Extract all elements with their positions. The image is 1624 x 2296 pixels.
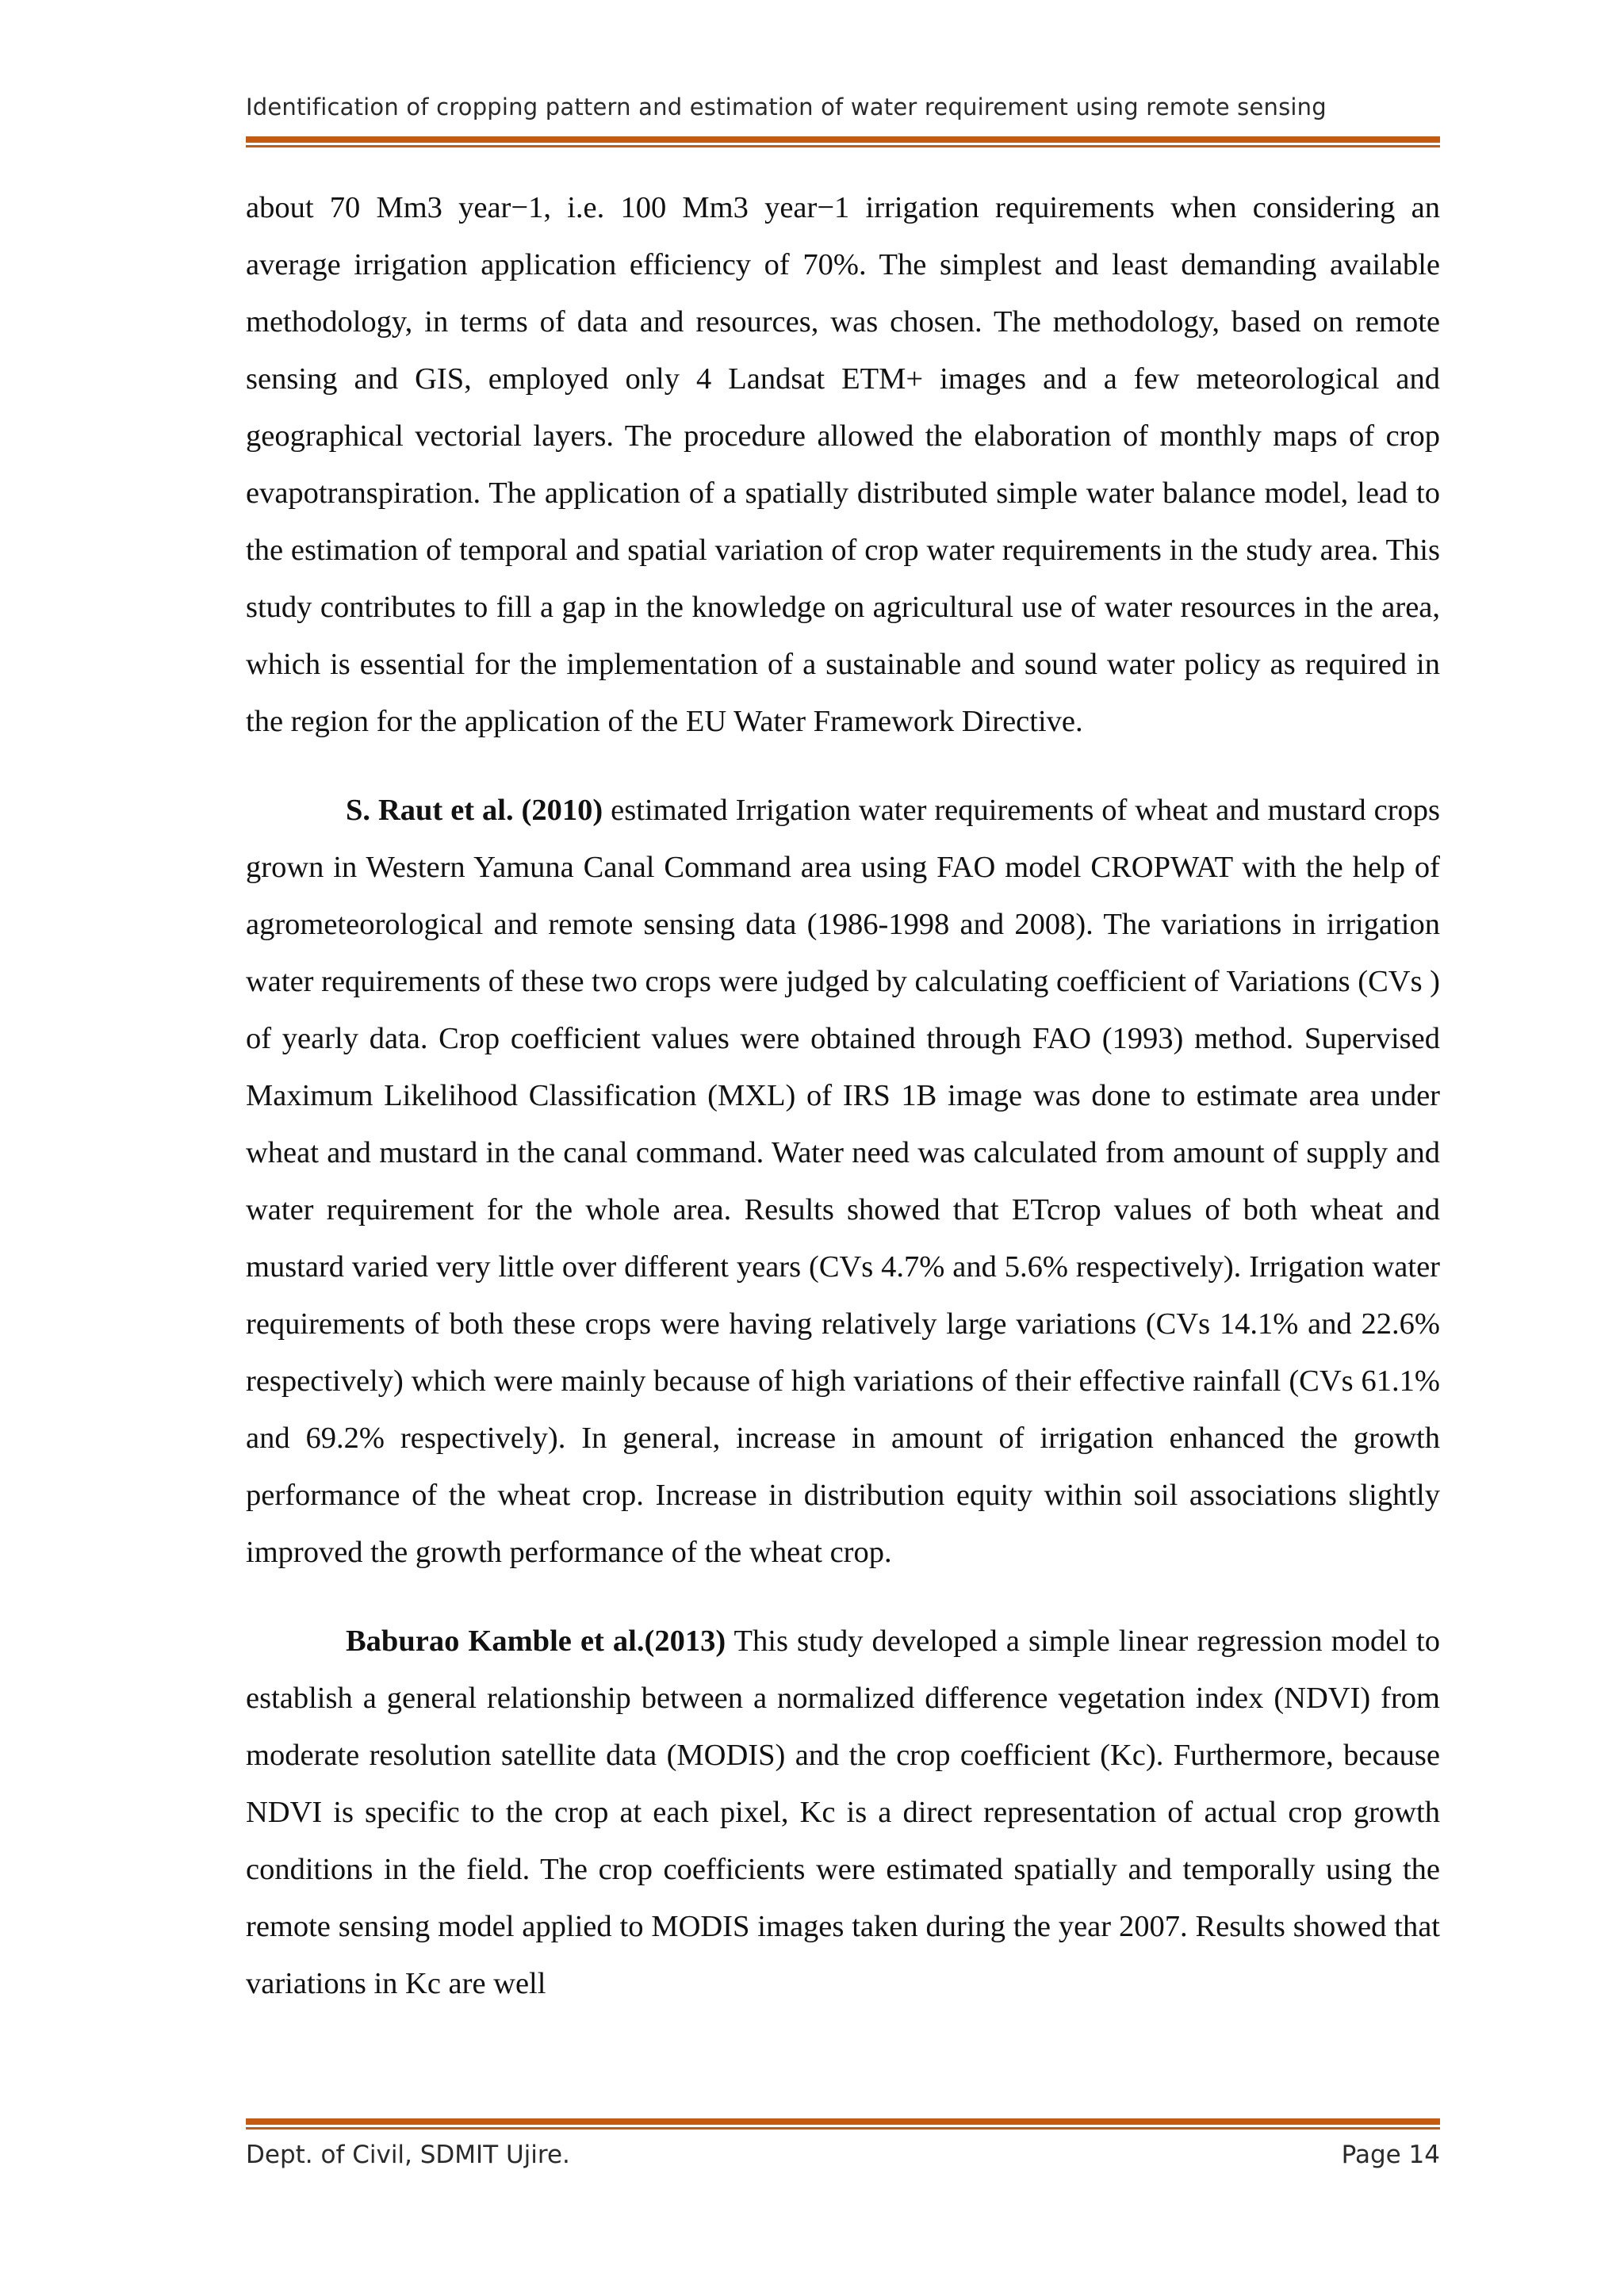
page-footer [246, 2141, 1440, 2169]
paragraph-kamble [246, 1613, 1440, 2012]
paragraph-raut [246, 782, 1440, 1581]
paragraph-text: This study developed a simple linear regression model to establish a general relationship between a normalized difference vegetation index (NDVI) from moderate resolution satellite data (MODIS) and the crop coefficient (Kc). Furthermore, because NDVI is specific to the crop at each pixel, Kc is a direct representation of actual crop growth conditions in the field. The crop coefficients were estimated spatially and temporally using the remote sensing model applied to MODIS images taken during the year 2007. Results showed that variations in Kc are well [246, 1624, 1440, 2000]
footer-rule [246, 2118, 1440, 2130]
footer-rule-thin [246, 2127, 1440, 2130]
paragraph-text: about 70 Mm3 year−1, i.e. 100 Mm3 year−1 irrigation requirements when considering an average irrigation application efficiency of 70%. The simplest and least demanding available methodology, in terms of data and resources, was chosen. The methodology, based on remote sensing and GIS, employed only 4 Landsat ETM+ images and a few meteorological and geographical vectorial layers. The procedure allowed the elaboration of monthly maps of crop evapotranspiration. The application of a spatially distributed simple water balance model, lead to the estimation of temporal and spatial variation of crop water requirements in the study area. This study contributes to fill a gap in the knowledge on agricultural use of water resources in the area, which is essential for the implementation of a sustainable and sound water policy as required in the region for the application of the EU Water Framework Directive. [246, 191, 1440, 738]
header-rule-thick [246, 136, 1440, 143]
header-rule-thin [246, 145, 1440, 147]
citation-lead: Baburao Kamble et al.(2013) [346, 1624, 726, 1658]
body-text [246, 179, 1440, 2012]
citation-lead: S. Raut et al. (2010) [346, 794, 603, 827]
footer-rule-thick [246, 2118, 1440, 2125]
paragraph-continuation [246, 179, 1440, 750]
paragraph-text: estimated Irrigation water requirements of wheat and mustard crops grown in Western Yamuna Canal Command area using FAO model CROPWAT with the help of agrometeorological and remote sensing data (1986-1998 and 2008). The variations in irrigation water requirements of these two crops were judged by calculating coefficient of Variations (CVs ) of yearly data. Crop coefficient values were obtained through FAO (1993) method. Supervised Maximum Likelihood Classification (MXL) of IRS 1B image was done to estimate area under wheat and mustard in the canal command. Water need was calculated from amount of supply and water requirement for the whole area. Results showed that ETcrop values of both wheat and mustard varied very little over different years (CVs 4.7% and 5.6% respectively). Irrigation water requirements of both these crops were having relatively large variations (CVs 14.1% and 22.6% respectively) which were mainly because of high variations of their effective rainfall (CVs 61.1% and 69.2% respectively). In general, increase in amount of irrigation enhanced the growth performance of the wheat crop. Increase in distribution equity within soil associations slightly improved the growth performance of the wheat crop. [246, 794, 1440, 1569]
footer-department: Dept. of Civil, SDMIT Ujire. [246, 2141, 570, 2169]
running-header: Identification of cropping pattern and estimation of water requirement using remote sensing [246, 94, 1327, 121]
page-number: Page 14 [1341, 2141, 1440, 2169]
header-rule [246, 136, 1440, 147]
